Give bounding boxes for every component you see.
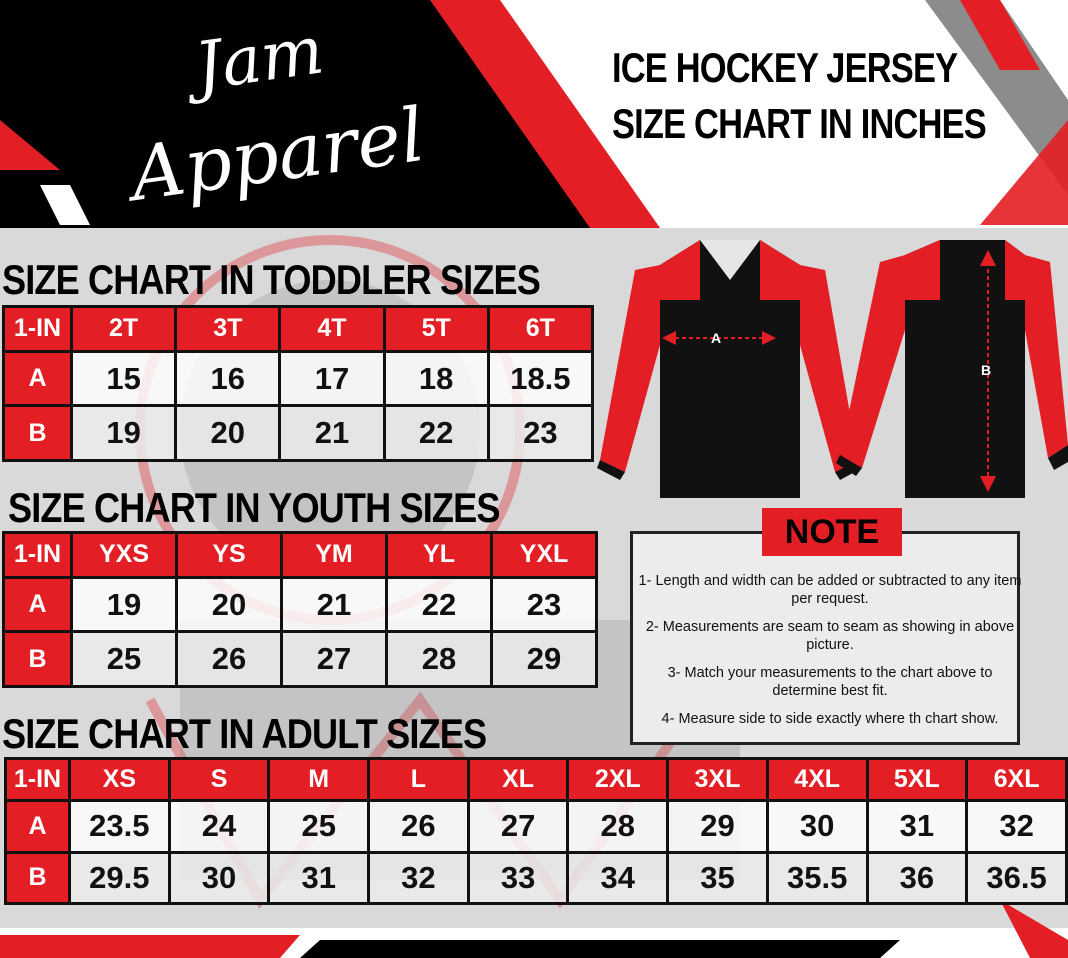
table-cell: 32 [369, 852, 469, 903]
table-cell: 29 [668, 801, 768, 852]
size-header: 3XL [668, 759, 768, 801]
table-cell: 22 [384, 406, 488, 461]
table-cell: 32 [967, 801, 1067, 852]
size-header: S [169, 759, 269, 801]
table-cell: 24 [169, 801, 269, 852]
row-label: B [4, 406, 72, 461]
row-label: A [4, 577, 72, 632]
table-cell: 21 [280, 406, 384, 461]
size-header: 5T [384, 307, 488, 352]
table-cell: 19 [72, 577, 177, 632]
row-label: A [6, 801, 70, 852]
table-cell: 15 [72, 351, 176, 406]
table-cell: 22 [387, 577, 492, 632]
toddler-size-table [2, 305, 594, 462]
table-cell: 25 [269, 801, 369, 852]
size-header: 5XL [867, 759, 967, 801]
table-cell: 23 [492, 577, 597, 632]
size-header: YXS [72, 533, 177, 578]
table-cell: 30 [169, 852, 269, 903]
table-row [4, 351, 593, 406]
measure-label-a: A [711, 330, 722, 346]
table-row [4, 632, 597, 687]
table-cell: 16 [176, 351, 280, 406]
table-cell: 18 [384, 351, 488, 406]
note-item: 4- Measure side to side exactly where th chart show. [661, 711, 999, 727]
brand-logo-line1: Jam [190, 11, 329, 106]
note-item: 1- Length and width can be added or subtracted to any item per request. [638, 573, 1022, 607]
table-cell: 21 [282, 577, 387, 632]
note-item: 3- Match your measurements to the chart above to determine best fit. [667, 665, 993, 699]
size-header: YM [282, 533, 387, 578]
size-header: YL [387, 533, 492, 578]
adult-size-table [4, 757, 1068, 905]
table-cell: 35 [668, 852, 768, 903]
adult-heading: SIZE CHART IN ADULT SIZES [2, 710, 487, 757]
table-cell: 36.5 [967, 852, 1067, 903]
table-cell: 20 [176, 406, 280, 461]
table-row [6, 852, 1067, 903]
size-header: XS [70, 759, 170, 801]
table-cell: 29 [492, 632, 597, 687]
table-cell: 26 [177, 632, 282, 687]
table-cell: 27 [282, 632, 387, 687]
youth-size-table [2, 531, 598, 688]
row-label: B [6, 852, 70, 903]
table-row [4, 406, 593, 461]
table-row [6, 801, 1067, 852]
measure-label-b: B [981, 362, 992, 378]
table-header-row [4, 307, 593, 352]
size-header: L [369, 759, 469, 801]
table-cell: 27 [468, 801, 568, 852]
table-cell: 19 [72, 406, 176, 461]
youth-heading: SIZE CHART IN YOUTH SIZES [8, 484, 500, 531]
table-cell: 25 [72, 632, 177, 687]
table-cell: 26 [369, 801, 469, 852]
size-header: 2XL [568, 759, 668, 801]
table-corner-cell: 1-IN [4, 533, 72, 578]
table-corner-cell: 1-IN [6, 759, 70, 801]
table-header-row [6, 759, 1067, 801]
page-title-line2: SIZE CHART IN INCHES [612, 100, 986, 147]
table-row [4, 577, 597, 632]
table-header-row [4, 533, 597, 578]
size-header: 2T [72, 307, 176, 352]
table-corner-cell: 1-IN [4, 307, 72, 352]
table-cell: 20 [177, 577, 282, 632]
table-cell: 30 [767, 801, 867, 852]
size-header: YS [177, 533, 282, 578]
table-cell: 31 [269, 852, 369, 903]
table-cell: 23.5 [70, 801, 170, 852]
page-title-line1: ICE HOCKEY JERSEY [612, 44, 958, 91]
table-cell: 23 [488, 406, 592, 461]
size-header: 4XL [767, 759, 867, 801]
size-header: 6XL [967, 759, 1067, 801]
table-cell: 36 [867, 852, 967, 903]
table-cell: 18.5 [488, 351, 592, 406]
brand-logo-line2: Apparel [125, 91, 430, 219]
table-cell: 29.5 [70, 852, 170, 903]
row-label: A [4, 351, 72, 406]
toddler-heading: SIZE CHART IN TODDLER SIZES [2, 256, 541, 303]
size-header: XL [468, 759, 568, 801]
table-cell: 28 [568, 801, 668, 852]
table-cell: 17 [280, 351, 384, 406]
size-header: 6T [488, 307, 592, 352]
note-heading: NOTE [762, 508, 902, 556]
table-cell: 34 [568, 852, 668, 903]
table-cell: 35.5 [767, 852, 867, 903]
size-header: YXL [492, 533, 597, 578]
size-header: 4T [280, 307, 384, 352]
table-cell: 33 [468, 852, 568, 903]
size-header: M [269, 759, 369, 801]
note-item: 2- Measurements are seam to seam as showing in above picture. [645, 619, 1015, 653]
size-header: 3T [176, 307, 280, 352]
table-cell: 31 [867, 801, 967, 852]
table-cell: 28 [387, 632, 492, 687]
row-label: B [4, 632, 72, 687]
